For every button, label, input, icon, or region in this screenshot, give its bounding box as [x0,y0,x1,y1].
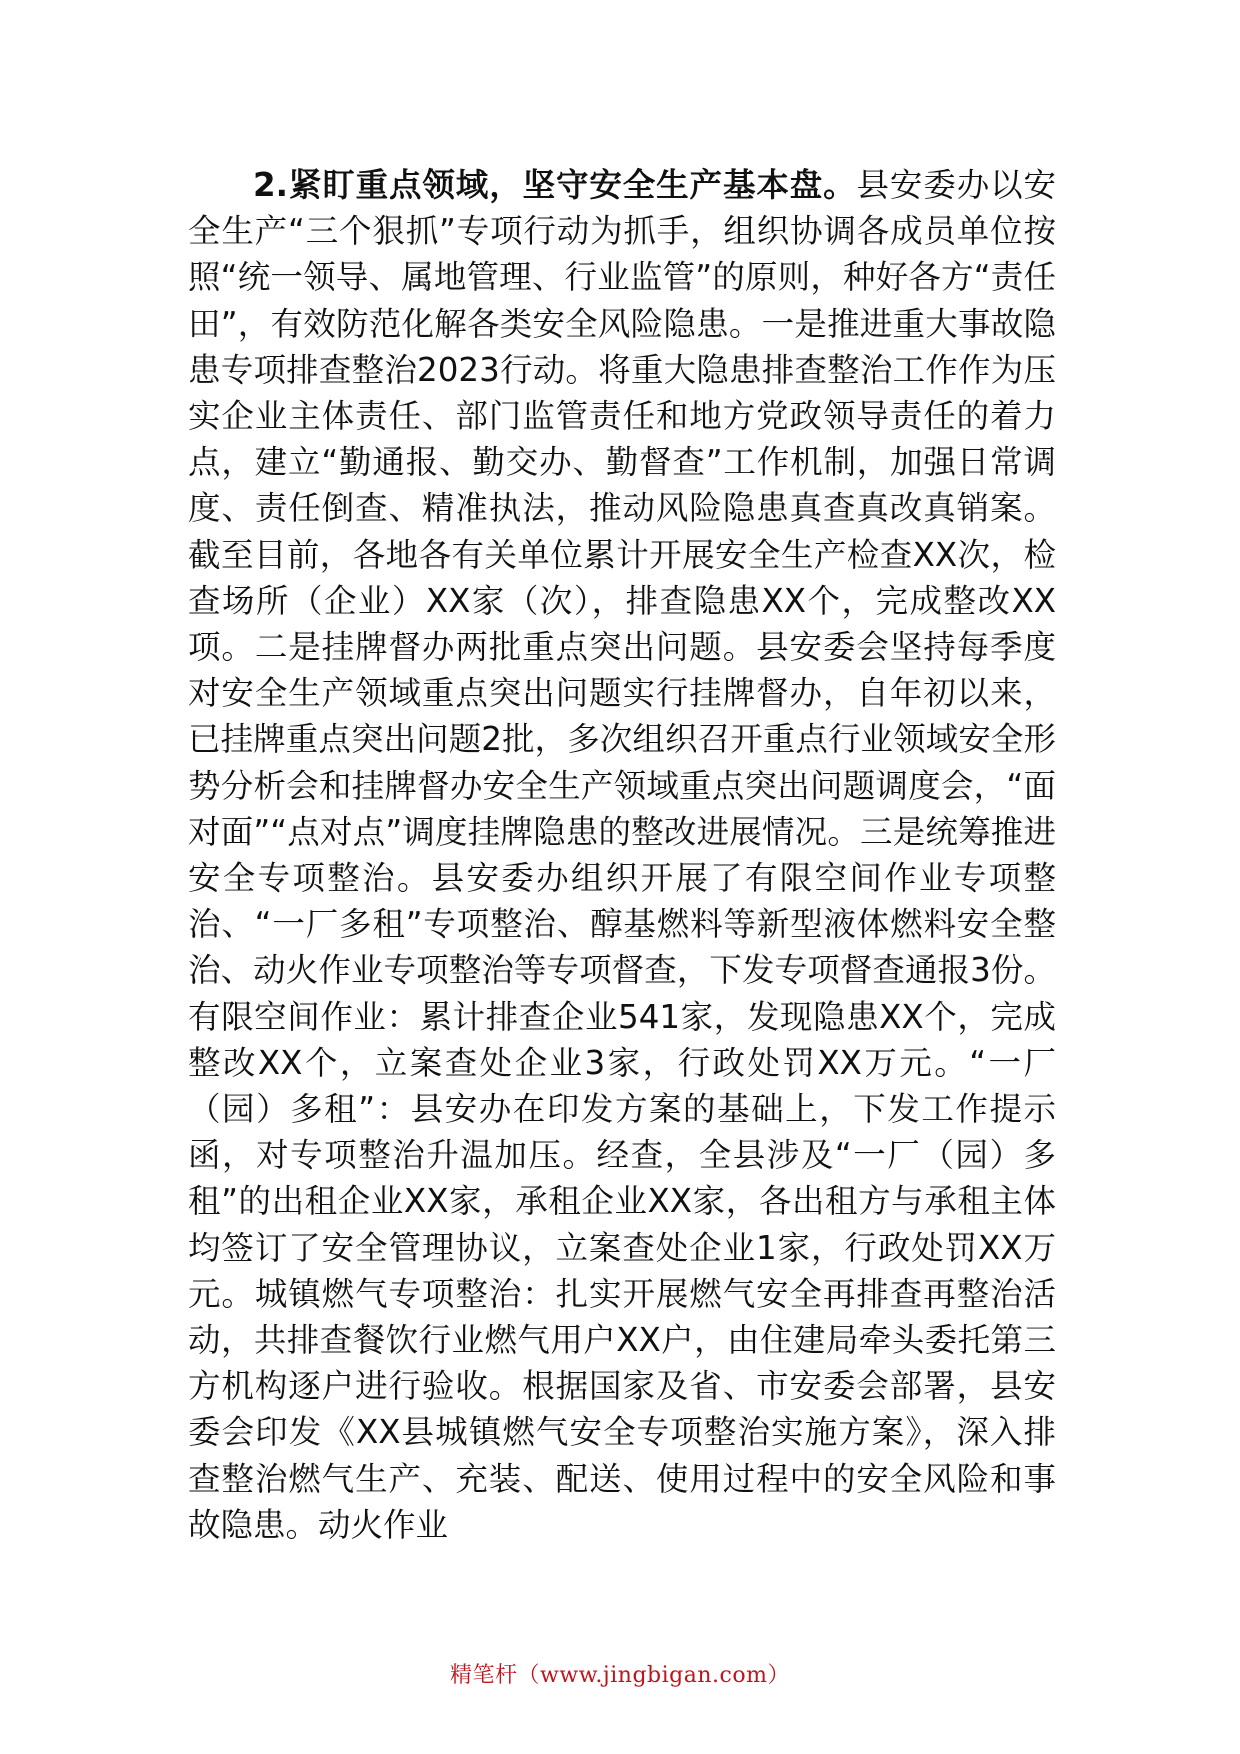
footer-watermark: 精笔杆（www.jingbigan.com） [450,1663,790,1688]
section-heading: 2.紧盯重点领域，坚守安全生产基本盘。 [253,166,857,204]
body-paragraph [188,162,1056,1548]
paragraph-text: 县安委办以安全生产“三个狠抓”专项行动为抓手，组织协调各成员单位按照“统一领导、属地管理、行业监管”的原则，种好各方“责任田”，有效防范化解各类安全风险隐患。一是推进重大事故隐患专项排查整治2023行动。将重大隐患排查整治工作作为压实企业主体责任、部门监管责任和地方党政领导责任的着力点，建立“勤通报、勤交办、勤督查”工作机制，加强日常调度、责任倒查、精准执法，推动风险隐患真查真改真销案。截至目前，各地各有关单位累计开展安全生产检查XX次，检查场所（企业）XX家（次），排查隐患XX个，完成整改XX项。二是挂牌督办两批重点突出问题。县安委会坚持每季度对安全生产领域重点突出问题实行挂牌督办，自年初以来，已挂牌重点突出问题2批，多次组织召开重点行业领域安全形势分析会和挂牌督办安全生产领域重点突出问题调度会，“面对面”“点对点”调度挂牌隐患的整改进展情况。三是统筹推进安全专项整治。县安委办组织开展了有限空间作业专项整治、“一厂多租”专项整治、醇基燃料等新型液体燃料安全整治、动火作业专项整治等专项督查，下发专项督查通报3份。有限空间作业：累计排查企业541家，发现隐患XX个，完成整改XX个，立案查处企业3家，行政处罚XX万元。“一厂（园）多租”：县安办在印发方案的基础上，下发工作提示函，对专项整治升温加压。经查，全县涉及“一厂（园）多租”的出租企业XX家，承租企业XX家，各出租方与承租主体均签订了安全管理协议，立案查处企业1家，行政处罚XX万元。城镇燃气专项整治：扎实开展燃气安全再排查再整治活动，共排查餐饮行业燃气用户XX户，由住建局牵头委托第三方机构逐户进行验收。根据国家及省、市安委会部署，县安委会印发《XX县城镇燃气安全专项整治实施方案》，深入排查整治燃气生产、充装、配送、使用过程中的安全风险和事故隐患。动火作业 [188,166,1056,1544]
